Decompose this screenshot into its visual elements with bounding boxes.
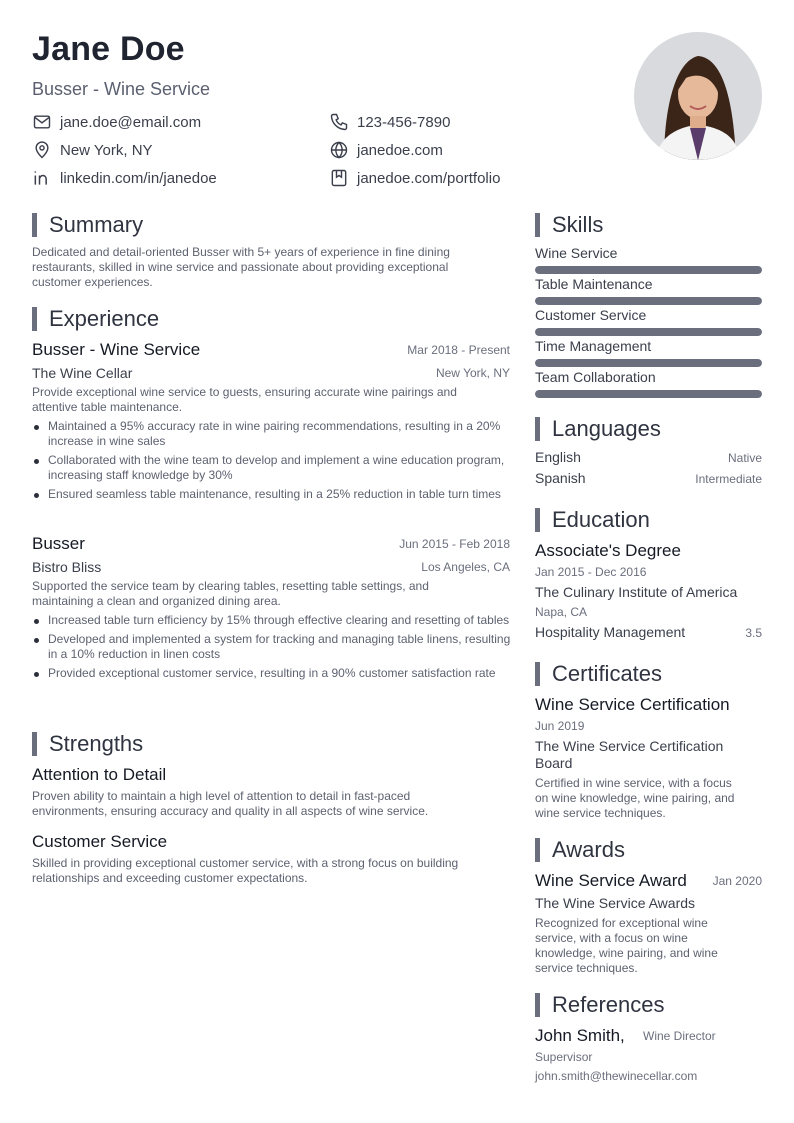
candidate-title: Busser - Wine Service: [32, 79, 211, 99]
strength-text: Proven ability to maintain a high level of attention to detail in fast-paced environments, ensuring accuracy and quality in all aspects of wine service.: [32, 789, 429, 818]
school-name: The Culinary Institute of America: [535, 584, 738, 600]
skill-level-bar: [535, 328, 762, 336]
bullet-item: Developed and implemented a system for tracking and managing table linens, resulting in a 10% reduction in linen costs: [32, 632, 512, 662]
location-pin-icon: [32, 140, 52, 160]
award-description: Recognized for exceptional wine service, with a focus on wine knowledge, wine pairing, and wine service techniques.: [535, 916, 718, 975]
phone-text: 123-456-7890: [357, 113, 451, 131]
linkedin-icon: [32, 168, 52, 188]
contact-email[interactable]: [32, 112, 201, 132]
job-company: Bistro Bliss: [32, 559, 102, 575]
skill-item: Table Maintenance: [535, 276, 762, 305]
location-text: New York, NY: [60, 141, 153, 159]
certificate-issuer: The Wine Service Certification Board: [535, 738, 724, 771]
awards-heading: Awards: [535, 837, 625, 863]
job-location: Los Angeles, CA: [421, 560, 510, 574]
education-dates: Jan 2015 - Dec 2016: [535, 565, 647, 579]
award-issuer: The Wine Service Awards: [535, 895, 696, 911]
summary-text: Dedicated and detail-oriented Busser with 5+ years of experience in fine dining restaurants, skilled in wine service and passionate about providing exceptional customer experiences.: [32, 245, 450, 289]
reference-name: John Smith,: [535, 1026, 625, 1045]
skill-level-bar: [535, 390, 762, 398]
language-item: Spanish Intermediate: [535, 470, 762, 486]
strength-title: Customer Service: [32, 832, 168, 851]
job-bullets: [32, 419, 512, 506]
certificate-description: Certified in wine service, with a focus on wine knowledge, wine pairing, and wine service techniques.: [535, 776, 735, 820]
field-of-study: Hospitality Management 3.5: [535, 624, 762, 640]
award-title: Wine Service Award: [535, 871, 687, 890]
globe-icon: [329, 140, 349, 160]
reference-relation: Supervisor: [535, 1050, 593, 1064]
job-company: The Wine Cellar: [32, 365, 133, 381]
job-bullets: [32, 613, 512, 685]
contact-website[interactable]: [329, 140, 443, 160]
skill-level-bar: [535, 297, 762, 305]
bullet-item: Maintained a 95% accuracy rate in wine pairing recommendations, resulting in a 20% increase in wine sales: [32, 419, 512, 449]
email-text: jane.doe@email.com: [60, 113, 202, 131]
award-date: Jan 2020: [712, 874, 762, 888]
bullet-item: Provided exceptional customer service, resulting in a 90% customer satisfaction rate: [32, 666, 512, 681]
job-description: Provide exceptional wine service to guests, ensuring accurate wine pairings and attentive table maintenance.: [32, 385, 457, 414]
certificates-heading: Certificates: [535, 661, 662, 687]
certificate-date: Jun 2019: [535, 719, 585, 733]
portfolio-text: janedoe.com/portfolio: [357, 169, 501, 187]
education-heading: Education: [535, 507, 650, 533]
linkedin-text: linkedin.com/in/janedoe: [60, 169, 217, 187]
skill-level-bar: [535, 359, 762, 367]
contact-portfolio[interactable]: [329, 168, 500, 188]
phone-icon: [329, 112, 349, 132]
references-heading: References: [535, 992, 665, 1018]
profile-photo: [634, 32, 762, 160]
skills-heading: Skills: [535, 212, 603, 238]
languages-heading: Languages: [535, 416, 661, 442]
job-title: Busser: [32, 534, 85, 553]
strength-text: Skilled in providing exceptional customer service, with a strong focus on building relationships and exceeding customer expectations.: [32, 856, 459, 885]
reference-email[interactable]: john.smith@thewinecellar.com: [535, 1069, 698, 1083]
job-dates: Jun 2015 - Feb 2018: [399, 537, 510, 551]
skill-item: Time Management: [535, 338, 762, 367]
degree: Associate's Degree: [535, 541, 681, 560]
experience-heading: Experience: [32, 306, 159, 332]
strengths-heading: Strengths: [32, 731, 143, 757]
school-location: Napa, CA: [535, 605, 588, 619]
bullet-item: Increased table turn efficiency by 15% through effective clearing and resetting of tables: [32, 613, 512, 628]
strength-title: Attention to Detail: [32, 765, 167, 784]
language-item: English Native: [535, 449, 762, 465]
skill-item: Customer Service: [535, 307, 762, 336]
bullet-item: Ensured seamless table maintenance, resulting in a 25% reduction in table turn times: [32, 487, 512, 502]
skill-level-bar: [535, 266, 762, 274]
skill-item: Team Collaboration: [535, 369, 762, 398]
candidate-name: Jane Doe: [32, 30, 185, 68]
summary-heading: Summary: [32, 212, 143, 238]
contact-linkedin[interactable]: [32, 168, 217, 188]
job-description: Supported the service team by clearing tables, resetting table settings, and maintaining a clean and organized dining area.: [32, 579, 429, 608]
contact-phone[interactable]: [329, 112, 450, 132]
job-dates: Mar 2018 - Present: [407, 343, 510, 357]
job-title: Busser - Wine Service: [32, 340, 201, 359]
bullet-item: Collaborated with the wine team to develop and implement a wine education program, increasing staff knowledge by 30%: [32, 453, 512, 483]
reference-role: Wine Director: [643, 1029, 716, 1043]
skill-item: Wine Service: [535, 245, 762, 274]
mail-icon: [32, 112, 52, 132]
contact-location: [32, 140, 153, 160]
website-text: janedoe.com: [357, 141, 443, 159]
job-location: New York, NY: [435, 366, 510, 380]
bookmark-icon: [329, 168, 349, 188]
certificate-title: Wine Service Certification: [535, 695, 730, 714]
